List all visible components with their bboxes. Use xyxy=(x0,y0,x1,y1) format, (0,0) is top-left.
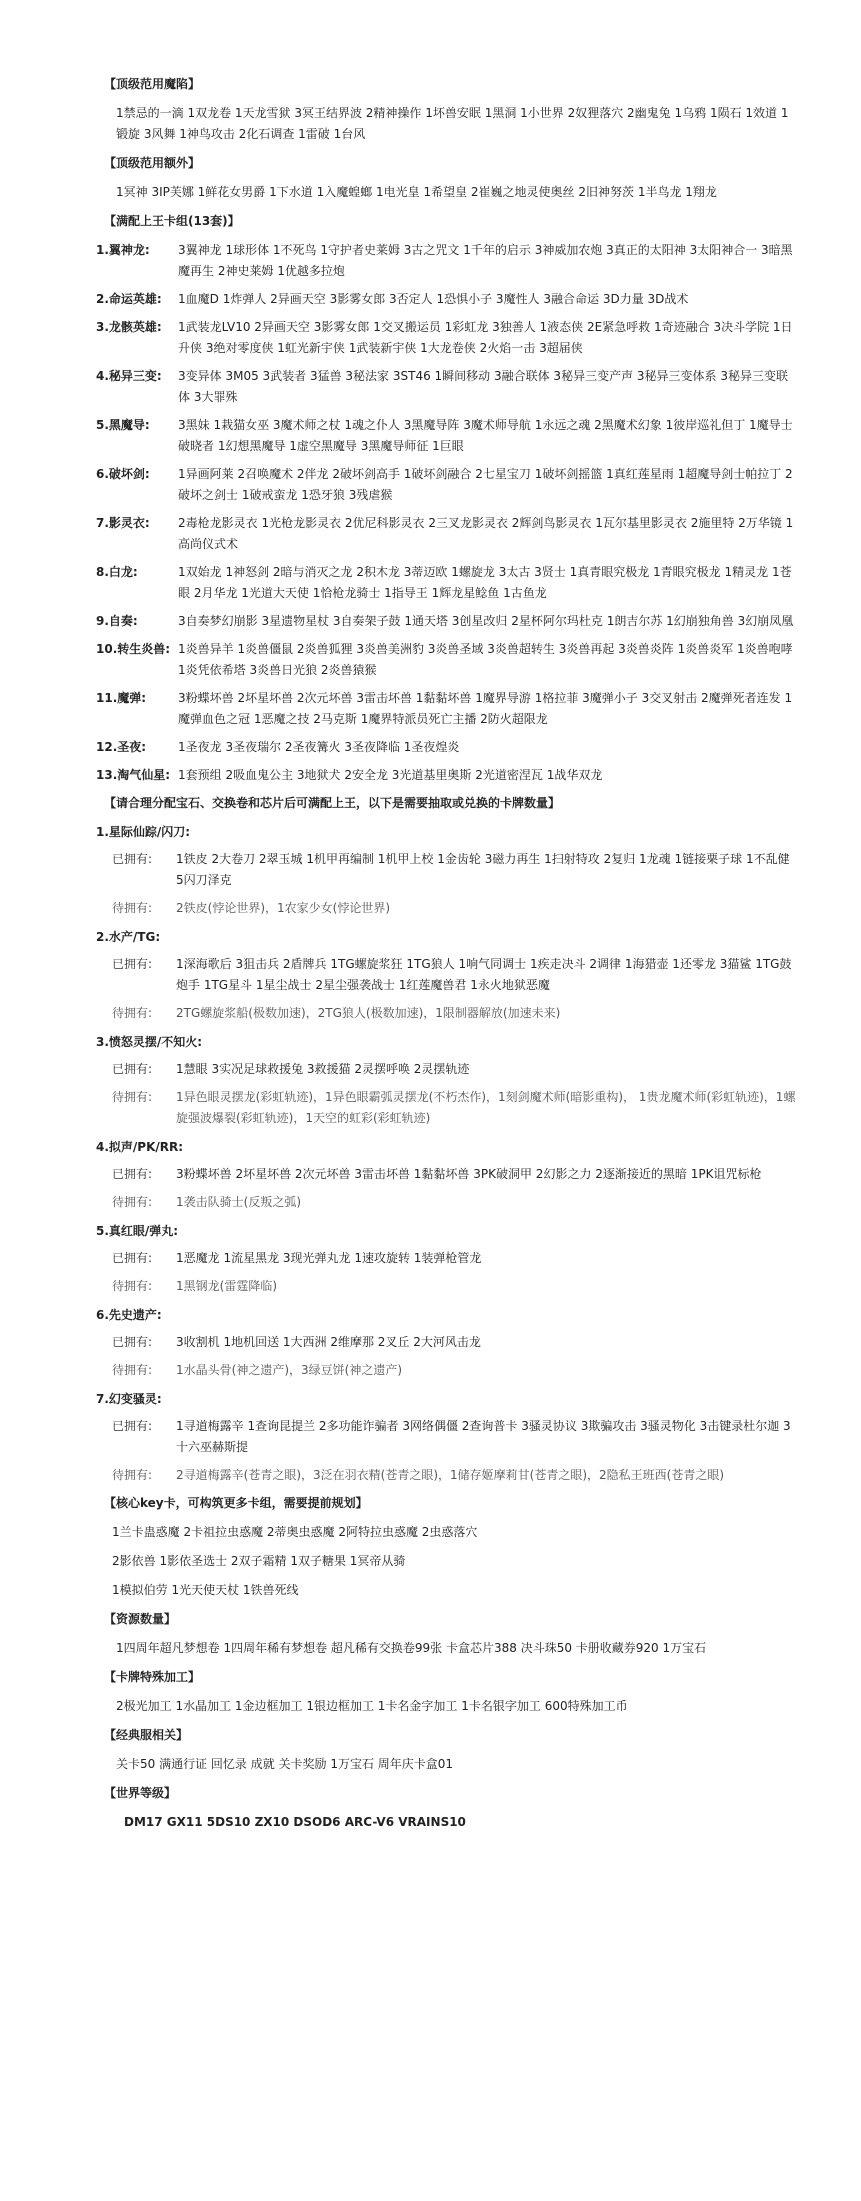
deck-cards: 1血魔D 1炸弹人 2异画天空 3影雾女郎 3否定人 1恐惧小子 3魔性人 3融合命运 3D力量 3D战术 xyxy=(178,292,689,306)
section-heading: 【资源数量】 xyxy=(104,1612,177,1626)
section xyxy=(0,153,861,203)
deck-name: 1.翼神龙: xyxy=(96,243,150,257)
pending-row xyxy=(112,1192,798,1213)
category-heading: 2.水产/TG: xyxy=(96,930,161,944)
section-heading: 【卡牌特殊加工】 xyxy=(104,1670,201,1684)
section xyxy=(0,1667,861,1717)
status-label: 待拥有: xyxy=(112,1195,153,1209)
status-cards: 1袭击队骑士(反叛之弧) xyxy=(176,1195,301,1209)
status-cards: 2寻道梅露辛(苍青之眼)，3泛在羽衣精(苍青之眼)，1储存姬摩莉甘(苍青之眼)，2隐私王班西(苍青之眼) xyxy=(176,1468,724,1482)
status-label: 已拥有: xyxy=(112,1419,153,1433)
deck-entry xyxy=(96,240,796,282)
status-label: 已拥有: xyxy=(112,1167,153,1181)
section xyxy=(0,793,861,1486)
deck-cards: 1炎兽异羊 1炎兽僵鼠 2炎兽狐狸 3炎兽美洲豹 3炎兽圣域 3炎兽超转生 3炎兽再起 3炎兽炎阵 1炎兽炎军 1炎兽咆哮 1炎凭依希塔 3炎兽日光狼 2炎兽猿猴 xyxy=(178,642,793,677)
owned-row xyxy=(112,1248,798,1269)
category-heading: 3.愤怒灵摆/不知火: xyxy=(96,1035,203,1049)
category-heading: 6.先史遗产: xyxy=(96,1308,162,1322)
status-label: 待拥有: xyxy=(112,1006,153,1020)
section-heading: 【世界等级】 xyxy=(104,1786,177,1800)
pending-row xyxy=(112,1276,798,1297)
key-card-line: 2影依兽 1影依圣选士 2双子霜精 1双子糖果 1冥帝从骑 xyxy=(112,1554,406,1568)
deck-name: 12.圣夜: xyxy=(96,740,147,754)
status-label: 待拥有: xyxy=(112,1090,153,1104)
deck-entry xyxy=(96,513,796,555)
section-heading: 【满配上王卡组(13套)】 xyxy=(104,214,240,228)
section-heading: 【核心key卡，可构筑更多卡组，需要提前规划】 xyxy=(104,1496,368,1510)
deck-entry xyxy=(96,464,796,506)
deck-cards: 1异画阿莱 2召唤魔术 2伴龙 2破坏剑高手 1破坏剑融合 2七星宝刀 1破坏剑摇篮 1真红莲星雨 1超魔导剑士帕拉丁 2破坏之剑士 1破戒蛮龙 1恐牙狼 3残虐猴 xyxy=(178,467,793,502)
deck-entry xyxy=(96,415,796,457)
section-heading: 【顶级范用魔陷】 xyxy=(104,77,201,91)
card-list-paragraph: 1禁忌的一滴 1双龙卷 1天龙雪狱 3冥王结界波 2精神操作 1坏兽安眠 1黑洞 1小世界 2奴狸落穴 2幽鬼兔 1乌鸦 1陨石 1效道 1锻旋 3风舞 1神鸟攻击 2化石调查 1雷破 1台风 xyxy=(116,106,789,141)
deck-name: 6.破坏剑: xyxy=(96,467,150,481)
status-cards: 2铁皮(悖论世界)，1农家少女(悖论世界) xyxy=(176,901,390,915)
status-label: 已拥有: xyxy=(112,1335,153,1349)
category-heading: 4.拟声/PK/RR: xyxy=(96,1140,184,1154)
card-list-paragraph: 关卡50 满通行证 回忆录 成就 关卡奖励 1万宝石 周年庆卡盒01 xyxy=(116,1757,454,1771)
category-heading: 7.幻变骚灵: xyxy=(96,1392,162,1406)
deck-cards: 3粉蝶坏兽 2坏星坏兽 2次元坏兽 3雷击坏兽 1黏黏坏兽 1魔界导游 1格拉菲 3魔弹小子 3交叉射击 2魔弹死者连发 1魔弹血色之冠 1恶魔之技 2马克斯 1魔界特派员死亡主播 2防火超限龙 xyxy=(178,691,793,726)
section xyxy=(0,1725,861,1775)
deck-name: 7.影灵衣: xyxy=(96,516,150,530)
deck-entry xyxy=(96,737,796,758)
deck-entry xyxy=(96,562,796,604)
deck-entry xyxy=(96,688,796,730)
deck-entry xyxy=(96,611,796,632)
pending-row xyxy=(112,1465,798,1486)
card-list-paragraph: 2极光加工 1水晶加工 1金边框加工 1银边框加工 1卡名金字加工 1卡名银字加工 600特殊加工币 xyxy=(116,1699,628,1713)
pending-row xyxy=(112,1003,798,1024)
deck-cards: 1圣夜龙 3圣夜瑞尔 2圣夜篝火 3圣夜降临 1圣夜煌炎 xyxy=(178,740,460,754)
status-cards: 1异色眼灵摆龙(彩虹轨迹)，1异色眼霸弧灵摆龙(不朽杰作)，1刻剑魔术师(暗影重构)， 1贵龙魔术师(彩虹轨迹)，1螺旋强波爆裂(彩虹轨迹)，1天空的虹彩(彩虹轨迹) xyxy=(176,1090,796,1125)
deck-cards: 1武装龙LV10 2异画天空 3影雾女郎 1交叉搬运员 1彩虹龙 3独善人 1液态侠 2E紧急呼救 1奇迹融合 3决斗学院 1日升侠 3绝对零度侠 1虹光新宇侠 1武装新宇侠 1大龙卷侠 2火焰一击 3超届侠 xyxy=(178,320,793,355)
world-levels: DM17 GX11 5DS10 ZX10 DSOD6 ARC-V6 VRAINS10 xyxy=(124,1815,466,1829)
owned-row xyxy=(112,1164,798,1185)
category-heading: 1.星际仙踪/闪刀: xyxy=(96,825,191,839)
owned-row xyxy=(112,849,798,891)
deck-cards: 1双始龙 1神怒剑 2暗与消灭之龙 2积木龙 3蒂迈欧 1螺旋龙 3太古 3贤士 1真青眼究极龙 1青眼究极龙 1精灵龙 1苍眼 2月华龙 1光道大天使 1恰枪龙骑士 1指导王 1辉龙星鲶鱼 1古鱼龙 xyxy=(178,565,792,600)
status-label: 已拥有: xyxy=(112,1251,153,1265)
deck-name: 10.转生炎兽: xyxy=(96,642,171,656)
section xyxy=(0,1609,861,1659)
deck-name: 5.黑魔导: xyxy=(96,418,150,432)
status-label: 待拥有: xyxy=(112,1279,153,1293)
status-cards: 1深海歌后 3狙击兵 2盾牌兵 1TG螺旋浆狂 1TG狼人 1响气同调士 1疾走决斗 2调律 1海猎壶 1还零龙 3猫鲨 1TG鼓炮手 1TG星斗 1星尘战士 2星尘强袭战士 1红莲魔兽君 1永火地狱恶魔 xyxy=(176,957,792,992)
section xyxy=(0,1493,861,1601)
section-heading: 【顶级范用额外】 xyxy=(104,156,201,170)
status-label: 待拥有: xyxy=(112,901,153,915)
pending-row xyxy=(112,1360,798,1381)
deck-entry xyxy=(96,317,796,359)
status-cards: 3粉蝶坏兽 2坏星坏兽 2次元坏兽 3雷击坏兽 1黏黏坏兽 3PK破洞甲 2幻影之力 2逐渐接近的黑暗 1PK诅咒标枪 xyxy=(176,1167,762,1181)
deck-name: 8.白龙: xyxy=(96,565,138,579)
deck-name: 11.魔弹: xyxy=(96,691,147,705)
owned-row xyxy=(112,1059,798,1080)
deck-cards: 3黑妹 1栽猫女巫 3魔术师之杖 1魂之仆人 3黑魔导阵 3魔术师导航 1永远之魂 2黑魔术幻象 1彼岸巡礼但丁 1魔导士破晓者 1幻想黑魔导 1虚空黑魔导 3黑魔导师征 1巨眼 xyxy=(178,418,793,453)
status-cards: 1水晶头骨(神之遗产)，3绿豆饼(神之遗产) xyxy=(176,1363,402,1377)
deck-cards: 1套预组 2吸血鬼公主 3地狱犬 2安全龙 3光道基里奥斯 2光道密涅瓦 1战华双龙 xyxy=(178,768,603,782)
status-label: 待拥有: xyxy=(112,1468,153,1482)
deck-cards: 3翼神龙 1球形体 1不死鸟 1守护者史莱姆 3古之咒文 1千年的启示 3神威加农炮 3真正的太阳神 3太阳神合一 3暗黑魔再生 2神史莱姆 1优越多拉炮 xyxy=(178,243,793,278)
owned-row xyxy=(112,1332,798,1353)
section-heading: 【请合理分配宝石、交换卷和芯片后可满配上王，以下是需要抽取或兑换的卡牌数量】 xyxy=(104,796,561,810)
status-cards: 1慧眼 3实况足球救援兔 3救援猫 2灵摆呼唤 2灵摆轨迹 xyxy=(176,1062,470,1076)
deck-name: 13.淘气仙星: xyxy=(96,768,171,782)
section-heading: 【经典服相关】 xyxy=(104,1728,189,1742)
deck-cards: 3自奏梦幻崩影 3星遗物星杖 3自奏架子鼓 1通天塔 3创星改归 2星杯阿尔玛杜克 1朗吉尔苏 1幻崩独角兽 3幻崩凤凰 xyxy=(178,614,794,628)
status-cards: 1寻道梅露辛 1查询昆提兰 2多功能诈骗者 3网络偶僵 2查询普卡 3骚灵协议 3欺骗攻击 3骚灵物化 3击键录杜尔迦 3十六巫赫斯提 xyxy=(176,1419,791,1454)
deck-name: 4.秘异三变: xyxy=(96,369,162,383)
status-cards: 1恶魔龙 1流星黑龙 3现光弹丸龙 1速攻旋转 1装弹枪管龙 xyxy=(176,1251,482,1265)
deck-cards: 3变异体 3M05 3武装者 3猛兽 3秘法家 3ST46 1瞬间移动 3融合联体 3秘异三变产声 3秘异三变体系 3秘异三变联体 3大罪殊 xyxy=(178,369,788,404)
deck-name: 9.自奏: xyxy=(96,614,138,628)
deck-entry xyxy=(96,765,796,786)
section xyxy=(0,1783,861,1833)
key-card-line: 1模拟伯劳 1光天使天杖 1铁兽死线 xyxy=(112,1583,299,1597)
status-label: 已拥有: xyxy=(112,852,153,866)
section xyxy=(0,74,861,145)
status-label: 已拥有: xyxy=(112,1062,153,1076)
section xyxy=(0,211,861,786)
deck-cards: 2毒枪龙影灵衣 1光枪龙影灵衣 2优尼科影灵衣 2三叉龙影灵衣 2辉剑鸟影灵衣 1瓦尔基里影灵衣 2施里特 2万华镜 1高尚仪式术 xyxy=(178,516,794,551)
deck-name: 3.龙骸英雄: xyxy=(96,320,162,334)
deck-name: 2.命运英雄: xyxy=(96,292,162,306)
status-cards: 3收割机 1地机回送 1大西洲 2维摩那 2叉丘 2大河风击龙 xyxy=(176,1335,481,1349)
status-cards: 1黑钢龙(雷霆降临) xyxy=(176,1279,277,1293)
pending-row xyxy=(112,1087,798,1129)
category-heading: 5.真红眼/弹丸: xyxy=(96,1224,179,1238)
key-card-line: 1兰卡蛊惑魔 2卡祖拉虫惑魔 2蒂奥虫惑魔 2阿特拉虫惑魔 2虫惑落穴 xyxy=(112,1525,478,1539)
pending-row xyxy=(112,898,798,919)
card-list-paragraph: 1冥神 3IP芙娜 1鲜花女男爵 1下水道 1入魔蝗螂 1电光皇 1希望皇 2崔巍之地灵使奥丝 2旧神努茨 1半鸟龙 1翔龙 xyxy=(116,185,717,199)
deck-entry xyxy=(96,639,796,681)
status-cards: 2TG螺旋浆船(极数加速)，2TG狼人(极数加速)，1限制器解放(加速未来) xyxy=(176,1006,561,1020)
status-cards: 1铁皮 2大卷刀 2翠玉城 1机甲再编制 1机甲上校 1金齿轮 3磁力再生 1扫射特攻 2复归 1龙魂 1链接栗子球 1不乱健 5闪刀泽克 xyxy=(176,852,790,887)
deck-entry xyxy=(96,366,796,408)
owned-row xyxy=(112,1416,798,1458)
card-list-paragraph: 1四周年超凡梦想卷 1四周年稀有梦想卷 超凡稀有交换卷99张 卡盒芯片388 决斗珠50 卡册收藏券920 1万宝石 xyxy=(116,1641,707,1655)
deck-entry xyxy=(96,289,796,310)
owned-row xyxy=(112,954,798,996)
status-label: 已拥有: xyxy=(112,957,153,971)
status-label: 待拥有: xyxy=(112,1363,153,1377)
